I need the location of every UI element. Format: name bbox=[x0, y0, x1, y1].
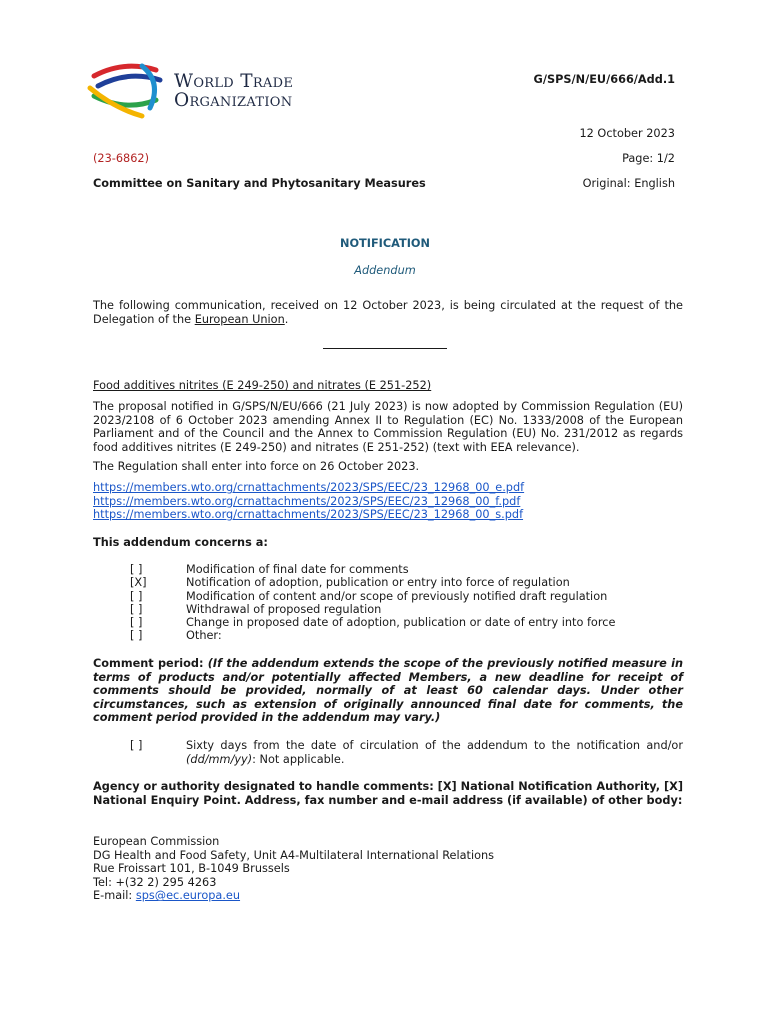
address-email-row bbox=[93, 889, 494, 903]
measure-title: Food additives nitrites (E 249-250) and nitrates (E 251-252) bbox=[93, 379, 432, 392]
european-union-link[interactable]: European Union bbox=[194, 312, 285, 326]
agency-paragraph: Agency or authority designated to handle comments: [X] National Notification Authority, [X] National Enquiry Point. Address, fax number and e-mail address (if available) of other body: bbox=[93, 780, 683, 807]
intro-end: . bbox=[284, 312, 289, 326]
list-item-label: Change in proposed date of adoption, publication or date of entry into force bbox=[186, 616, 616, 630]
original-language: Original: English bbox=[582, 177, 675, 190]
list-item-label: Modification of final date for comments bbox=[186, 563, 409, 576]
checkbox[interactable]: [X] bbox=[130, 576, 147, 590]
list-item-label: Notification of adoption, publication or entry into force of regulation bbox=[186, 576, 570, 590]
list-item bbox=[130, 563, 615, 576]
address-line: European Commission bbox=[93, 835, 220, 848]
proposal-paragraph: The proposal notified in G/SPS/N/EU/666 (21 July 2023) is now adopted by Commission Regulation (EU) 2023/2108 of 6 October 2023 amending Annex II to Regulation (EC) No. 1333/2008 of the European Parliament and of the Council and the Annex to Commission Regulation (EU) No. 231/2012 as regards food additives nitrites (E 249-250) and nitrates (E 251-252) (text with EEA relevance). bbox=[93, 400, 683, 454]
document-reference: G/SPS/N/EU/666/Add.1 bbox=[533, 73, 675, 86]
list-item bbox=[130, 603, 615, 616]
document-date: 12 October 2023 bbox=[579, 127, 675, 140]
committee-name: Committee on Sanitary and Phytosanitary Measures bbox=[93, 177, 426, 190]
org-line2: Organization bbox=[174, 90, 293, 111]
list-item-label: Other: bbox=[186, 629, 222, 643]
org-line1: World Trade bbox=[174, 71, 294, 92]
concerns-checklist bbox=[130, 563, 615, 643]
page-title: NOTIFICATION bbox=[339, 237, 430, 250]
address-phone: Tel: +(32 2) 295 4263 bbox=[93, 875, 217, 889]
comment-period-label: Comment period: bbox=[93, 657, 208, 670]
email-label: E-mail: bbox=[93, 889, 136, 903]
checkbox[interactable]: [ ] bbox=[130, 629, 143, 643]
contact-address bbox=[93, 835, 494, 903]
sixty-days-label: Sixty days from the date of circulation of the addendum to the notification and/or bbox=[186, 739, 683, 752]
date-format: (dd/mm/yy) bbox=[186, 752, 253, 766]
list-item bbox=[130, 590, 615, 603]
attachment-links bbox=[93, 481, 524, 522]
intro-text: The following communication, received on 12 October 2023, is being circulated at the request of the Delegation of the bbox=[93, 299, 683, 326]
list-item-label: Modification of content and/or scope of previously notified draft regulation bbox=[186, 589, 608, 603]
attachment-link-es[interactable]: https://members.wto.org/crnattachments/2023/SPS/EEC/23_12968_00_s.pdf bbox=[93, 508, 524, 522]
section-divider bbox=[323, 348, 447, 349]
not-applicable: : Not applicable. bbox=[252, 752, 345, 766]
document-code: (23-6862) bbox=[93, 152, 150, 165]
page-number: Page: 1/2 bbox=[622, 152, 675, 165]
address-line: Rue Froissart 101, B-1049 Brussels bbox=[93, 862, 290, 876]
checkbox[interactable]: [ ] bbox=[130, 563, 143, 576]
concerns-label: This addendum concerns a: bbox=[93, 536, 268, 549]
organization-name bbox=[174, 72, 293, 110]
checkbox[interactable]: [ ] bbox=[130, 589, 143, 603]
list-item bbox=[130, 629, 615, 642]
entry-into-force: The Regulation shall enter into force on 26 October 2023. bbox=[93, 460, 420, 473]
checkbox[interactable]: [ ] bbox=[130, 616, 143, 630]
comment-period-note: (If the addendum extends the scope of the previously notified measure in terms of products and/or potentially affected Members, a new deadline for receipt of comments should be provided, normally of at least 60 calendar days. Under other circumstances, such as extension of originally announced final date for comments, the comment period provided in the addendum may vary.) bbox=[93, 657, 684, 725]
sixty-days-checkbox[interactable]: [ ] bbox=[130, 739, 143, 752]
list-item bbox=[130, 576, 615, 589]
attachment-link-en[interactable]: https://members.wto.org/crnattachments/2023/SPS/EEC/23_12968_00_e.pdf bbox=[93, 481, 525, 494]
sixty-days-text bbox=[186, 739, 683, 766]
list-item-label: Withdrawal of proposed regulation bbox=[186, 602, 382, 616]
list-item bbox=[130, 616, 615, 629]
attachment-link-fr[interactable]: https://members.wto.org/crnattachments/2023/SPS/EEC/23_12968_00_f.pdf bbox=[93, 494, 521, 508]
page-subtitle: Addendum bbox=[354, 264, 416, 277]
email-link[interactable]: sps@ec.europa.eu bbox=[135, 889, 241, 903]
intro-paragraph bbox=[93, 299, 683, 326]
address-line: DG Health and Food Safety, Unit A4-Multilateral International Relations bbox=[93, 848, 495, 862]
comment-period-paragraph bbox=[93, 657, 683, 725]
checkbox[interactable]: [ ] bbox=[130, 602, 143, 616]
